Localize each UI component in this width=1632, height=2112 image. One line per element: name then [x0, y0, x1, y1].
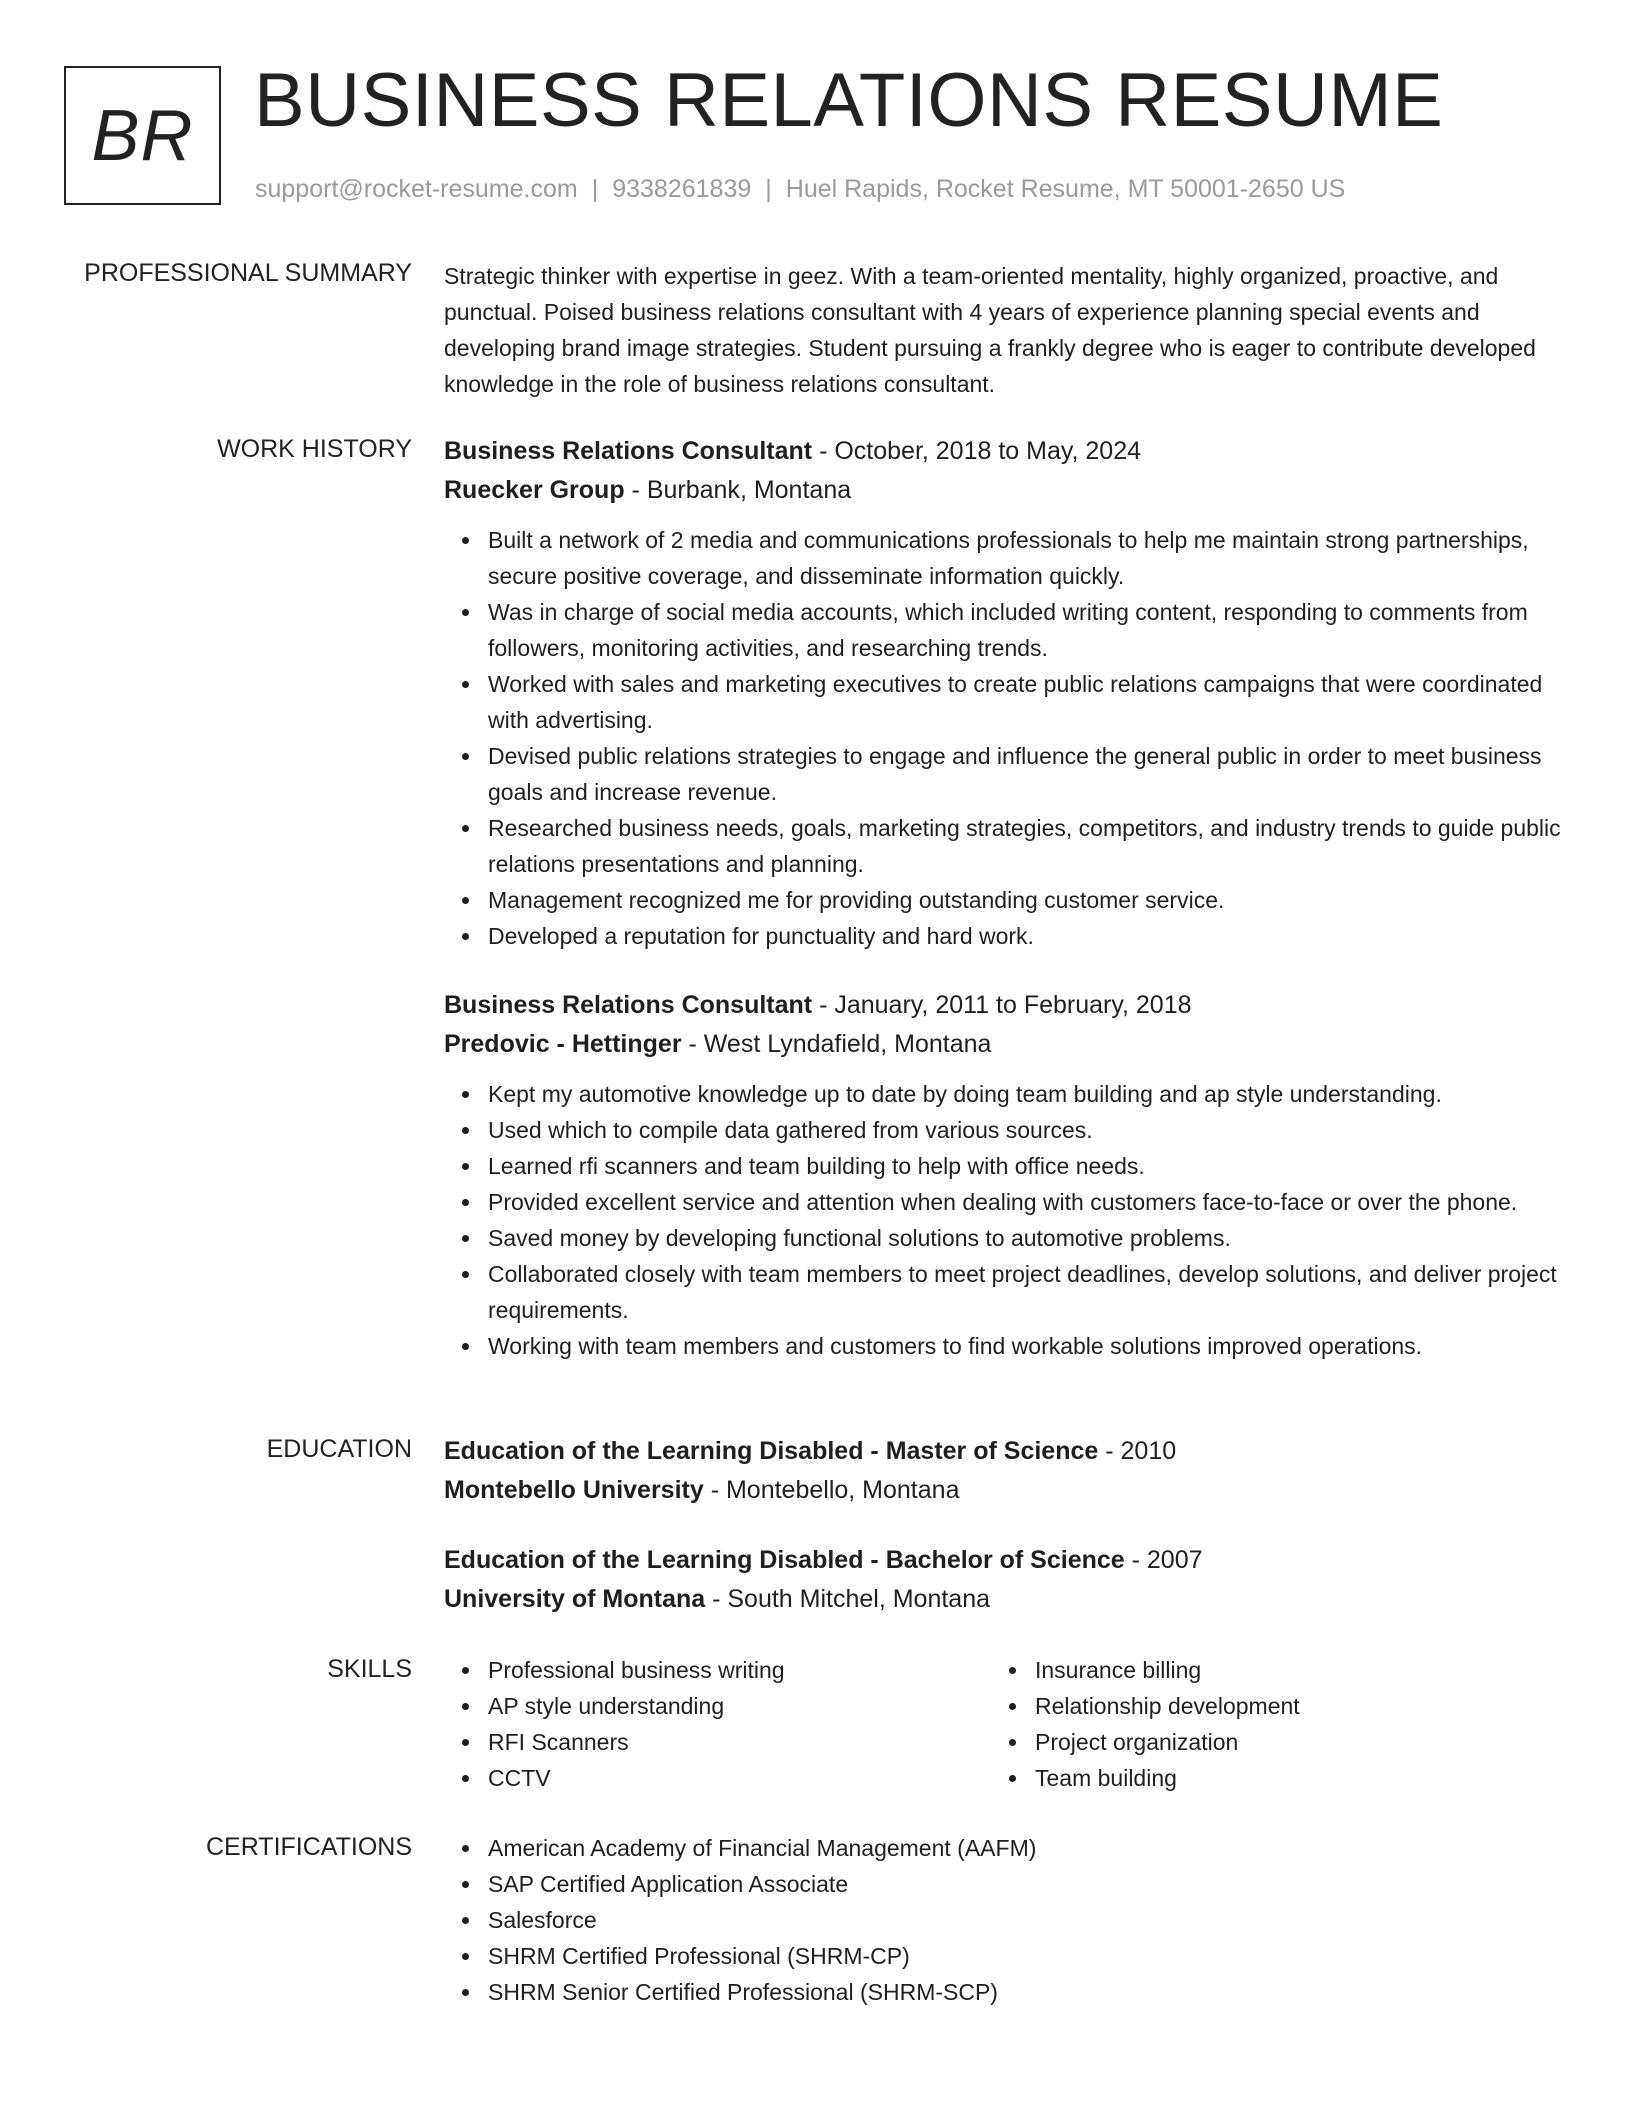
- summary-text: Strategic thinker with expertise in geez. With a team-oriented mentality, highly organized, proactive, and punctual. Poised business relations consultant with 4 years of experience planning special events and developing brand image strategies. Student pursuing a frankly degree who is eager to contribute developed knowledge in the role of business relations consultant.: [444, 263, 1536, 397]
- skills-column-right: [991, 1652, 1538, 1796]
- certification-item: Salesforce: [488, 1902, 1564, 1938]
- skill-item: Professional business writing: [488, 1652, 991, 1688]
- list-item: Was in charge of social media accounts, which included writing content, responding to comments from followers, monitoring activities, and researching trends.: [488, 594, 1564, 666]
- job-title-line: [444, 986, 1564, 1025]
- skill-item: Team building: [1035, 1760, 1538, 1796]
- job-bullets: [444, 1076, 1564, 1364]
- job-company-line: [444, 471, 1564, 510]
- degree: Education of the Learning Disabled - Bachelor of Science: [444, 1546, 1125, 1574]
- school-location: - South Mitchel, Montana: [705, 1585, 991, 1613]
- job-dates: - October, 2018 to May, 2024: [812, 437, 1142, 465]
- contact-separator: |: [591, 175, 599, 203]
- contact-line: [255, 172, 1345, 206]
- skills-list: [444, 1652, 991, 1796]
- section-label-work-history: WORK HISTORY: [217, 435, 412, 463]
- skill-item: CCTV: [488, 1760, 991, 1796]
- list-item: Worked with sales and marketing executives to create public relations campaigns that were coordinated with advertising.: [488, 666, 1564, 738]
- list-item: Collaborated closely with team members to meet project deadlines, develop solutions, and deliver project requirements.: [488, 1256, 1564, 1328]
- job-title: Business Relations Consultant: [444, 991, 813, 1019]
- list-item: Working with team members and customers to find workable solutions improved operations.: [488, 1328, 1564, 1364]
- certification-item: SHRM Senior Certified Professional (SHRM-SCP): [488, 1974, 1564, 2010]
- resume-title: BUSINESS RELATIONS RESUME: [254, 58, 1444, 143]
- certifications-list: [444, 1830, 1564, 2010]
- list-item: Used which to compile data gathered from various sources.: [488, 1112, 1564, 1148]
- degree-year: - 2007: [1124, 1546, 1203, 1574]
- skills-body: [444, 1652, 1564, 1796]
- degree-line: [444, 1432, 1564, 1471]
- job-title-line: [444, 432, 1564, 471]
- skill-item: Project organization: [1035, 1724, 1538, 1760]
- degree: Education of the Learning Disabled - Master of Science: [444, 1437, 1099, 1465]
- section-label-education: EDUCATION: [266, 1435, 412, 1463]
- skills-grid: [444, 1652, 1564, 1796]
- certification-item: American Academy of Financial Management (AAFM): [488, 1830, 1564, 1866]
- job-location: - West Lyndafield, Montana: [681, 1030, 992, 1058]
- degree-line: [444, 1541, 1564, 1580]
- certification-item: SHRM Certified Professional (SHRM-CP): [488, 1938, 1564, 1974]
- job-company: Predovic - Hettinger: [444, 1030, 682, 1058]
- section-label-summary: PROFESSIONAL SUMMARY: [84, 259, 412, 287]
- contact-separator: |: [765, 175, 772, 203]
- job-company-line: [444, 1025, 1564, 1064]
- job-location: - Burbank, Montana: [624, 476, 852, 504]
- skills-list: [991, 1652, 1538, 1796]
- school: Montebello University: [444, 1476, 704, 1504]
- work-history-body: [444, 432, 1564, 1364]
- list-item: Saved money by developing functional solutions to automotive problems.: [488, 1220, 1564, 1256]
- section-label-certifications: CERTIFICATIONS: [205, 1833, 412, 1861]
- contact-email[interactable]: support@rocket-resume.com: [255, 175, 578, 203]
- job-entry: [444, 986, 1564, 1364]
- list-item: Learned rfi scanners and team building to help with office needs.: [488, 1148, 1564, 1184]
- section-label-skills: SKILLS: [327, 1655, 412, 1683]
- education-entry: [444, 1541, 1564, 1619]
- job-dates: - January, 2011 to February, 2018: [812, 991, 1192, 1019]
- education-entry: [444, 1432, 1564, 1510]
- certification-item: SAP Certified Application Associate: [488, 1866, 1564, 1902]
- skill-item: RFI Scanners: [488, 1724, 991, 1760]
- skill-item: AP style understanding: [488, 1688, 991, 1724]
- contact-phone[interactable]: 9338261839: [612, 175, 752, 203]
- skill-item: Relationship development: [1035, 1688, 1538, 1724]
- list-item: Kept my automotive knowledge up to date by doing team building and ap style understanding.: [488, 1076, 1564, 1112]
- certifications-body: [444, 1830, 1564, 2010]
- summary-body: [444, 258, 1564, 402]
- list-item: Management recognized me for providing outstanding customer service.: [488, 882, 1564, 918]
- job-bullets: [444, 522, 1564, 954]
- list-item: Built a network of 2 media and communications professionals to help me maintain strong partnerships, secure positive coverage, and disseminate information quickly.: [488, 522, 1564, 594]
- list-item: Provided excellent service and attention when dealing with customers face-to-face or over the phone.: [488, 1184, 1564, 1220]
- school-line: [444, 1580, 1564, 1619]
- skills-column-left: [444, 1652, 991, 1796]
- list-item: Devised public relations strategies to engage and influence the general public in order to meet business goals and increase revenue.: [488, 738, 1564, 810]
- school-location: - Montebello, Montana: [703, 1476, 960, 1504]
- job-company: Ruecker Group: [444, 476, 625, 504]
- skill-item: Insurance billing: [1035, 1652, 1538, 1688]
- list-item: Developed a reputation for punctuality and hard work.: [488, 918, 1564, 954]
- job-entry: [444, 432, 1564, 954]
- school-line: [444, 1471, 1564, 1510]
- monogram-logo: BR: [64, 66, 221, 205]
- education-body: [444, 1432, 1564, 1619]
- list-item: Researched business needs, goals, marketing strategies, competitors, and industry trends to guide public relations presentations and planning.: [488, 810, 1564, 882]
- contact-address: Huel Rapids, Rocket Resume, MT 50001-2650 US: [785, 175, 1346, 203]
- degree-year: - 2010: [1098, 1437, 1177, 1465]
- job-title: Business Relations Consultant: [444, 437, 813, 465]
- school: University of Montana: [444, 1585, 706, 1613]
